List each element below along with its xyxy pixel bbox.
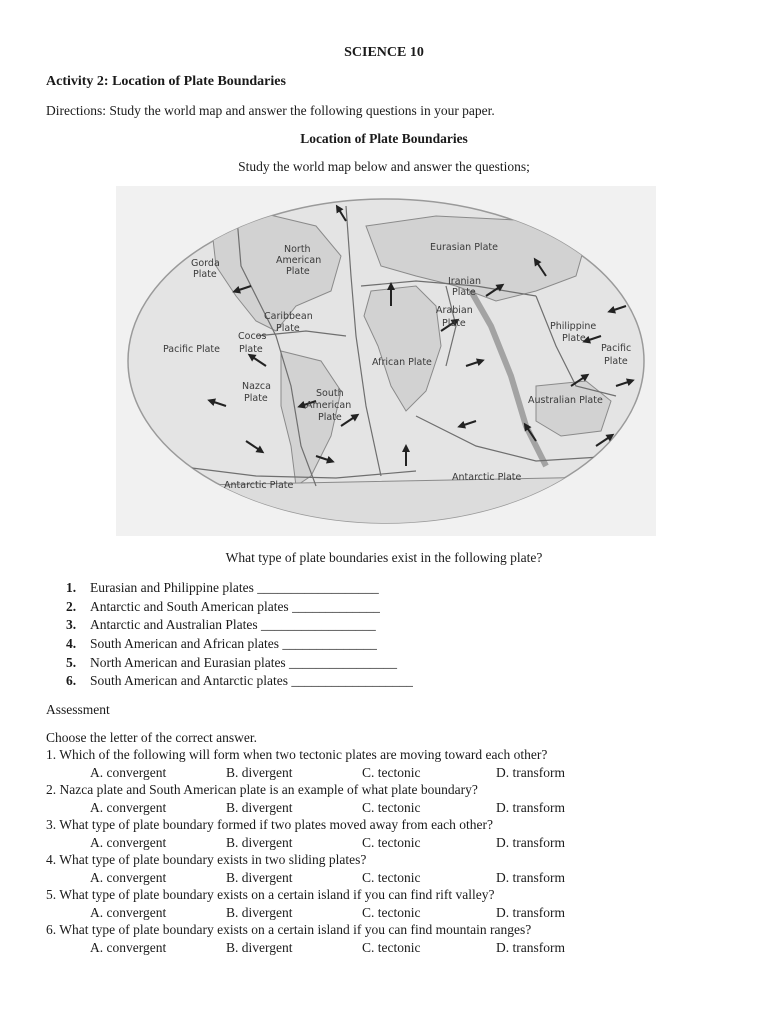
assessment-question: 3. What type of plate boundary formed if two plates moved away from each other? <box>46 817 493 832</box>
assessment-question: 6. What type of plate boundary exists on a certain island if you can find mountain ranges? <box>46 922 532 937</box>
option-d: D. transform <box>496 869 565 885</box>
label-arabian-2: Plate <box>442 318 466 329</box>
label-iranian-1: Iranian <box>448 276 482 287</box>
activity-heading: Activity 2: Location of Plate Boundaries <box>46 74 286 89</box>
label-pacific-right-2: Plate <box>604 356 628 367</box>
option-b: B. divergent <box>226 904 293 920</box>
option-c: C. tectonic <box>362 939 421 955</box>
questions-list <box>66 579 413 691</box>
option-b: B. divergent <box>226 834 293 850</box>
question-text: Antarctic and Australian Plates _________________ <box>90 617 376 633</box>
question-item <box>66 579 413 598</box>
option-c: C. tectonic <box>362 834 421 850</box>
option-b: B. divergent <box>226 799 293 815</box>
assessment-question: 5. What type of plate boundary exists on a certain island if you can find rift valley? <box>46 887 495 902</box>
option-c: C. tectonic <box>362 904 421 920</box>
answer-options <box>46 764 565 782</box>
question-text: Antarctic and South American plates _____________ <box>90 598 380 614</box>
label-north-american-3: Plate <box>286 266 310 277</box>
label-nazca-1: Nazca <box>242 381 271 392</box>
label-caribbean-2: Plate <box>276 323 300 334</box>
label-gorda-1: Gorda <box>191 258 220 269</box>
option-c: C. tectonic <box>362 799 421 815</box>
label-antarctic-right: Antarctic Plate <box>452 472 522 483</box>
label-south-american-1: South <box>316 388 344 399</box>
answer-options <box>46 799 565 817</box>
option-d: D. transform <box>496 834 565 850</box>
option-d: D. transform <box>496 764 565 780</box>
label-south-american-2: American <box>306 400 352 411</box>
question-number: 5. <box>66 654 77 670</box>
label-antarctic-left: Antarctic Plate <box>224 480 294 491</box>
option-c: C. tectonic <box>362 764 421 780</box>
label-iranian-2: Plate <box>452 287 476 298</box>
page-title: SCIENCE 10 <box>344 45 424 60</box>
label-gorda-2: Plate <box>193 269 217 280</box>
answer-options <box>46 904 565 922</box>
assessment-question: 1. Which of the following will form when two tectonic plates are moving toward each other? <box>46 747 548 762</box>
question-item <box>66 654 413 673</box>
answer-options <box>46 869 565 887</box>
label-pacific-right-1: Pacific <box>601 343 632 354</box>
label-arabian-1: Arabian <box>436 305 473 316</box>
label-australian: Australian Plate <box>528 395 603 406</box>
label-african: African Plate <box>372 357 432 368</box>
label-philippine-2: Plate <box>562 333 586 344</box>
assessment-question: 2. Nazca plate and South American plate is an example of what plate boundary? <box>46 782 478 797</box>
option-a: A. convergent <box>90 869 167 885</box>
section-heading: Location of Plate Boundaries <box>300 131 468 146</box>
question-text: North American and Eurasian plates ________________ <box>90 654 398 670</box>
directions-text: Directions: Study the world map and answer the following questions in your paper. <box>46 103 495 118</box>
option-d: D. transform <box>496 799 565 815</box>
option-b: B. divergent <box>226 869 293 885</box>
option-b: B. divergent <box>226 764 293 780</box>
assessment-items <box>46 746 565 956</box>
question-text: South American and Antarctic plates __________________ <box>90 673 413 689</box>
section-instruction: Study the world map below and answer the questions; <box>238 159 530 174</box>
question-number: 2. <box>66 598 77 614</box>
option-a: A. convergent <box>90 799 167 815</box>
answer-options <box>46 834 565 852</box>
option-a: A. convergent <box>90 939 167 955</box>
option-b: B. divergent <box>226 939 293 955</box>
plate-boundaries-map <box>116 186 656 536</box>
label-eurasian: Eurasian Plate <box>430 242 498 253</box>
option-a: A. convergent <box>90 764 167 780</box>
question-text: South American and African plates ______________ <box>90 636 377 652</box>
answer-options <box>46 939 565 957</box>
label-cocos-1: Cocos <box>238 331 267 342</box>
label-pacific-left: Pacific Plate <box>163 344 220 355</box>
question-item <box>66 598 413 617</box>
option-c: C. tectonic <box>362 869 421 885</box>
question-item <box>66 616 413 635</box>
label-nazca-2: Plate <box>244 393 268 404</box>
assessment-instruction: Choose the letter of the correct answer. <box>46 730 258 745</box>
label-north-american-1: North <box>284 244 311 255</box>
option-a: A. convergent <box>90 834 167 850</box>
questions-heading: What type of plate boundaries exist in the following plate? <box>225 550 543 565</box>
question-item <box>66 635 413 654</box>
label-north-american-2: American <box>276 255 322 266</box>
label-caribbean-1: Caribbean <box>264 311 313 322</box>
question-number: 6. <box>66 673 77 689</box>
assessment-heading: Assessment <box>46 702 110 717</box>
option-d: D. transform <box>496 904 565 920</box>
option-d: D. transform <box>496 939 565 955</box>
question-item <box>66 672 413 691</box>
option-a: A. convergent <box>90 904 167 920</box>
label-philippine-1: Philippine <box>550 321 597 332</box>
question-text: Eurasian and Philippine plates __________________ <box>90 580 379 595</box>
label-south-american-3: Plate <box>318 412 342 423</box>
question-number: 3. <box>66 617 77 633</box>
question-number: 4. <box>66 636 77 652</box>
label-cocos-2: Plate <box>239 344 263 355</box>
question-number: 1. <box>66 580 77 595</box>
assessment-question: 4. What type of plate boundary exists in two sliding plates? <box>46 852 367 867</box>
